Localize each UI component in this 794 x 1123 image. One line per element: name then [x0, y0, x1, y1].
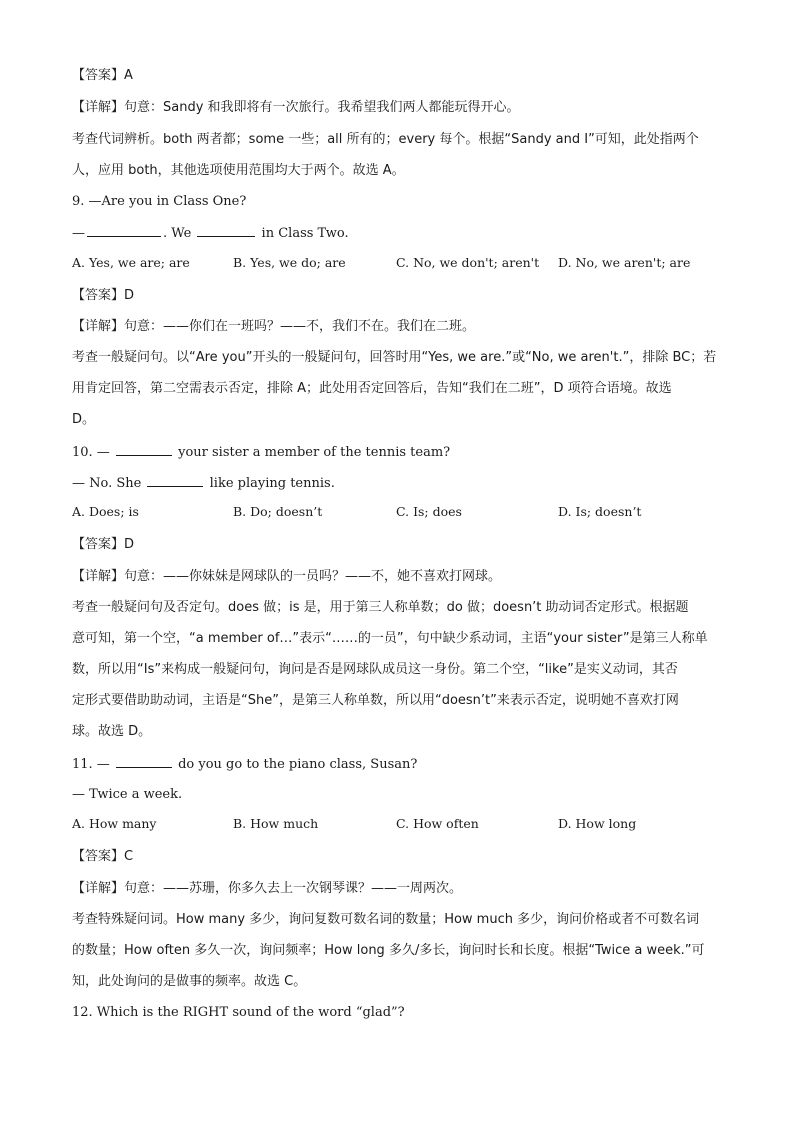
reply-text: . We: [163, 226, 192, 241]
question-12: 12. Which is the RIGHT sound of the word “glad”?: [72, 1005, 405, 1020]
question-text: your sister a member of the tennis team?: [178, 445, 451, 460]
option-d: D. Is; doesn’t: [558, 504, 642, 519]
option-c: C. Is; does: [396, 504, 462, 519]
question-number: 10. —: [72, 445, 110, 460]
answer-label: 【答案】A: [72, 68, 133, 83]
explanation-line: 考查代词辨析。both 两者都；some 一些；all 所有的；every 每个。根据“Sandy and I”可知，此处指两个: [72, 132, 699, 147]
question-11-reply: — Twice a week.: [72, 787, 183, 802]
option-b: B. How much: [233, 816, 319, 831]
explanation-line: 知，此处询问的是做事的频率。故选 C。: [72, 974, 307, 989]
blank-line: [197, 223, 255, 237]
explanation-line: 定形式要借助助动词，主语是“She”，是第三人称单数，所以用“doesn’t”来表示否定，说明她不喜欢打网: [72, 693, 679, 708]
explanation-line: 人，应用 both，其他选项使用范围均大于两个。故选 A。: [72, 163, 405, 178]
question-11: [72, 754, 732, 775]
explanation-line: 意可知，第一个空，“a member of…”表示“……的一员”，句中缺少系动词，主语“your sister”是第三人称单: [72, 631, 708, 646]
detail-paragraph: 【详解】句意：——你妹妹是网球队的一员吗？——不，她不喜欢打网球。: [72, 569, 502, 584]
question-10-reply: [72, 473, 732, 494]
question-text: do you go to the piano class, Susan?: [178, 757, 418, 772]
option-a: A. Does; is: [72, 504, 139, 519]
detail-paragraph: 【详解】句意：——苏珊，你多久去上一次钢琴课？——一周两次。: [72, 881, 463, 896]
explanation-line: 的数量；How often 多久一次，询问频率；How long 多久/多长，询问时长和长度。根据“Twice a week.”可: [72, 943, 705, 958]
question-10: [72, 442, 732, 463]
answer-label: 【答案】D: [72, 537, 135, 552]
reply-text: like playing tennis.: [209, 476, 335, 491]
explanation-line: 数，所以用“Is”来构成一般疑问句，询问是否是网球队成员这一身份。第二个空，“like”是实义动词，其否: [72, 662, 678, 677]
blank-line: [147, 473, 203, 487]
blank-line: [116, 442, 172, 456]
explanation-line: 考查一般疑问句。以“Are you”开头的一般疑问句，回答时用“Yes, we are.”或“No, we aren't.”，排除 BC；若: [72, 350, 717, 365]
dash: —: [72, 226, 85, 241]
reply-text: — No. She: [72, 476, 142, 491]
blank-line: [87, 223, 161, 237]
question-9-reply: [72, 223, 732, 244]
option-b: B. Do; doesn’t: [233, 504, 323, 519]
option-d: D. No, we aren't; are: [558, 255, 691, 270]
answer-label: 【答案】D: [72, 288, 135, 303]
option-c: C. How often: [396, 816, 479, 831]
explanation-line: 用肯定回答，第二空需表示否定，排除 A；此处用否定回答后，告知“我们在二班”，D 项符合语境。故选: [72, 381, 672, 396]
blank-line: [116, 754, 172, 768]
reply-text: in Class Two.: [261, 226, 349, 241]
option-b: B. Yes, we do; are: [233, 255, 346, 270]
explanation-line: 考查特殊疑问词。How many 多少，询问复数可数名词的数量；How much 多少，询问价格或者不可数名词: [72, 912, 700, 927]
option-d: D. How long: [558, 816, 637, 831]
option-a: A. How many: [72, 816, 157, 831]
question-number: 11. —: [72, 757, 110, 772]
explanation-line: D。: [72, 412, 96, 427]
detail-paragraph: 【详解】句意：Sandy 和我即将有一次旅行。我希望我们两人都能玩得开心。: [72, 100, 520, 115]
question-9: 9. —Are you in Class One?: [72, 194, 247, 209]
explanation-line: 考查一般疑问句及否定句。does 做；is 是，用于第三人称单数；do 做；doesn’t 助动词否定形式。根据题: [72, 600, 689, 615]
option-a: A. Yes, we are; are: [72, 255, 190, 270]
option-c: C. No, we don't; aren't: [396, 255, 540, 270]
answer-label: 【答案】C: [72, 849, 134, 864]
explanation-line: 球。故选 D。: [72, 724, 152, 739]
detail-paragraph: 【详解】句意：——你们在一班吗？——不，我们不在。我们在二班。: [72, 319, 476, 334]
